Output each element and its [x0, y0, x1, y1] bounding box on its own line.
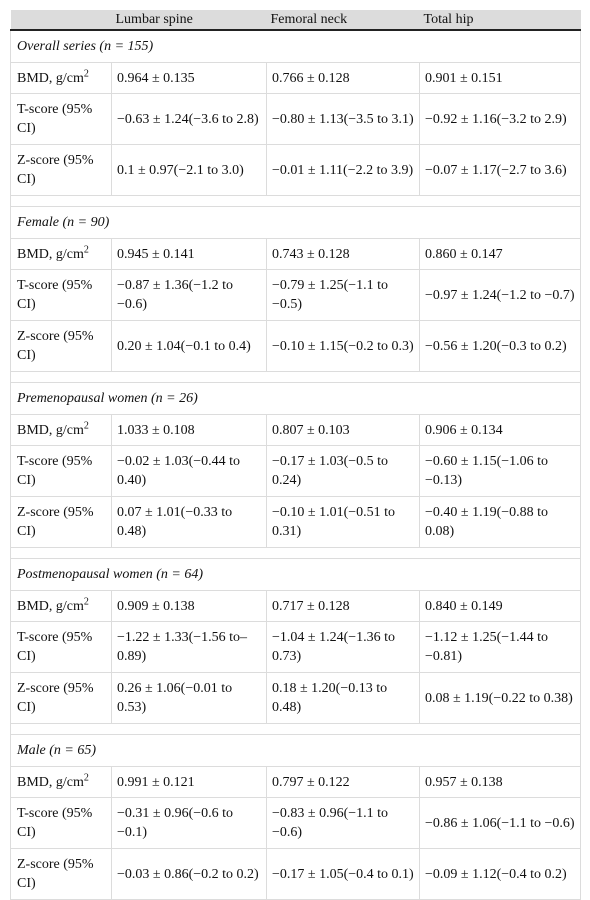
cell-lumbar-spine: −0.02 ± 1.03(−0.44 to 0.40) — [112, 446, 267, 497]
cell-total-hip: −0.92 ± 1.16(−3.2 to 2.9) — [420, 94, 581, 145]
cell-total-hip: −0.60 ± 1.15(−1.06 to −0.13) — [420, 446, 581, 497]
cell-lumbar-spine: 1.033 ± 0.108 — [112, 415, 267, 446]
cell-femoral-neck: 0.743 ± 0.128 — [267, 239, 420, 270]
row-label — [11, 63, 112, 94]
z-score-row — [11, 321, 581, 372]
row-label — [11, 270, 112, 321]
row-label-text: T-score (95% CI) — [17, 102, 93, 136]
row-label — [11, 622, 112, 673]
cell-total-hip: −0.86 ± 1.06(−1.1 to −0.6) — [420, 798, 581, 849]
header-femoral-neck: Femoral neck — [267, 10, 420, 30]
row-label-text: BMD, g/cm — [17, 422, 84, 438]
row-label — [11, 415, 112, 446]
cell-lumbar-spine: −0.31 ± 0.96(−0.6 to −0.1) — [112, 798, 267, 849]
row-label — [11, 94, 112, 145]
cell-total-hip: 0.906 ± 0.134 — [420, 415, 581, 446]
group-title: Postmenopausal women (n = 64) — [11, 559, 581, 591]
row-label-text: Z-score (95% CI) — [17, 153, 94, 187]
t-score-row — [11, 798, 581, 849]
group-spacer — [11, 196, 581, 207]
z-score-row — [11, 849, 581, 900]
row-label — [11, 591, 112, 622]
cell-femoral-neck: 0.766 ± 0.128 — [267, 63, 420, 94]
bmd-row — [11, 239, 581, 270]
cell-femoral-neck: −0.10 ± 1.15(−0.2 to 0.3) — [267, 321, 420, 372]
t-score-row — [11, 622, 581, 673]
cell-femoral-neck: 0.797 ± 0.122 — [267, 767, 420, 798]
cell-lumbar-spine: −1.22 ± 1.33(−1.56 to–0.89) — [112, 622, 267, 673]
cell-lumbar-spine: 0.1 ± 0.97(−2.1 to 3.0) — [112, 145, 267, 196]
group-spacer — [11, 548, 581, 559]
row-label — [11, 767, 112, 798]
cell-total-hip: −0.97 ± 1.24(−1.2 to −0.7) — [420, 270, 581, 321]
group-header-row — [11, 559, 581, 591]
unit-superscript: 2 — [83, 243, 89, 255]
cell-femoral-neck: −0.83 ± 0.96(−1.1 to −0.6) — [267, 798, 420, 849]
z-score-row — [11, 497, 581, 548]
row-label-text: Z-score (95% CI) — [17, 505, 94, 539]
row-label-text: T-score (95% CI) — [17, 278, 93, 312]
cell-total-hip: 0.860 ± 0.147 — [420, 239, 581, 270]
group-title: Premenopausal women (n = 26) — [11, 383, 581, 415]
cell-total-hip: 0.08 ± 1.19(−0.22 to 0.38) — [420, 673, 581, 724]
header-cell-blank — [11, 10, 112, 30]
row-label — [11, 239, 112, 270]
row-label — [11, 145, 112, 196]
t-score-row — [11, 270, 581, 321]
cell-lumbar-spine: −0.63 ± 1.24(−3.6 to 2.8) — [112, 94, 267, 145]
group-header-row — [11, 383, 581, 415]
row-label-text: BMD, g/cm — [17, 774, 84, 790]
spacer-cell — [11, 372, 581, 383]
cell-total-hip: 0.957 ± 0.138 — [420, 767, 581, 798]
cell-femoral-neck: −1.04 ± 1.24(−1.36 to 0.73) — [267, 622, 420, 673]
group-header-row — [11, 735, 581, 767]
row-label-text: Z-score (95% CI) — [17, 681, 94, 715]
spacer-cell — [11, 196, 581, 207]
row-label-text: T-score (95% CI) — [17, 454, 93, 488]
row-label-text: T-score (95% CI) — [17, 806, 93, 840]
group-title: Overall series (n = 155) — [11, 30, 581, 63]
unit-superscript: 2 — [83, 595, 89, 607]
row-label — [11, 849, 112, 900]
group-header-row — [11, 207, 581, 239]
header-lumbar-spine: Lumbar spine — [112, 10, 267, 30]
cell-femoral-neck: 0.717 ± 0.128 — [267, 591, 420, 622]
row-label-text: BMD, g/cm — [17, 70, 84, 86]
cell-total-hip: −0.56 ± 1.20(−0.3 to 0.2) — [420, 321, 581, 372]
row-label — [11, 798, 112, 849]
bmd-row — [11, 63, 581, 94]
cell-lumbar-spine: 0.20 ± 1.04(−0.1 to 0.4) — [112, 321, 267, 372]
z-score-row — [11, 145, 581, 196]
bmd-row — [11, 591, 581, 622]
cell-femoral-neck: −0.17 ± 1.05(−0.4 to 0.1) — [267, 849, 420, 900]
header-total-hip: Total hip — [420, 10, 581, 30]
t-score-row — [11, 446, 581, 497]
cell-total-hip: 0.840 ± 0.149 — [420, 591, 581, 622]
row-label-text: BMD, g/cm — [17, 246, 84, 262]
group-title: Male (n = 65) — [11, 735, 581, 767]
bmd-table — [10, 10, 581, 900]
row-label — [11, 497, 112, 548]
row-label-text: Z-score (95% CI) — [17, 857, 94, 891]
table-body — [11, 30, 581, 900]
row-label-text: BMD, g/cm — [17, 598, 84, 614]
cell-lumbar-spine: 0.991 ± 0.121 — [112, 767, 267, 798]
cell-lumbar-spine: −0.87 ± 1.36(−1.2 to −0.6) — [112, 270, 267, 321]
cell-femoral-neck: −0.01 ± 1.11(−2.2 to 3.9) — [267, 145, 420, 196]
row-label — [11, 446, 112, 497]
unit-superscript: 2 — [83, 771, 89, 783]
row-label — [11, 321, 112, 372]
unit-superscript: 2 — [83, 67, 89, 79]
spacer-cell — [11, 724, 581, 735]
row-label-text: T-score (95% CI) — [17, 630, 93, 664]
cell-total-hip: −0.07 ± 1.17(−2.7 to 3.6) — [420, 145, 581, 196]
cell-lumbar-spine: 0.26 ± 1.06(−0.01 to 0.53) — [112, 673, 267, 724]
cell-femoral-neck: −0.10 ± 1.01(−0.51 to 0.31) — [267, 497, 420, 548]
group-title: Female (n = 90) — [11, 207, 581, 239]
cell-femoral-neck: −0.80 ± 1.13(−3.5 to 3.1) — [267, 94, 420, 145]
z-score-row — [11, 673, 581, 724]
row-label — [11, 673, 112, 724]
cell-femoral-neck: −0.79 ± 1.25(−1.1 to −0.5) — [267, 270, 420, 321]
cell-lumbar-spine: 0.909 ± 0.138 — [112, 591, 267, 622]
bmd-row — [11, 415, 581, 446]
cell-lumbar-spine: −0.03 ± 0.86(−0.2 to 0.2) — [112, 849, 267, 900]
unit-superscript: 2 — [83, 419, 89, 431]
cell-total-hip: −1.12 ± 1.25(−1.44 to −0.81) — [420, 622, 581, 673]
table-header — [11, 10, 581, 30]
group-spacer — [11, 724, 581, 735]
cell-total-hip: 0.901 ± 0.151 — [420, 63, 581, 94]
cell-femoral-neck: 0.807 ± 0.103 — [267, 415, 420, 446]
cell-total-hip: −0.09 ± 1.12(−0.4 to 0.2) — [420, 849, 581, 900]
cell-lumbar-spine: 0.07 ± 1.01(−0.33 to 0.48) — [112, 497, 267, 548]
t-score-row — [11, 94, 581, 145]
bmd-row — [11, 767, 581, 798]
group-header-row — [11, 30, 581, 63]
cell-total-hip: −0.40 ± 1.19(−0.88 to 0.08) — [420, 497, 581, 548]
cell-lumbar-spine: 0.945 ± 0.141 — [112, 239, 267, 270]
spacer-cell — [11, 548, 581, 559]
header-row — [11, 10, 581, 30]
cell-femoral-neck: 0.18 ± 1.20(−0.13 to 0.48) — [267, 673, 420, 724]
row-label-text: Z-score (95% CI) — [17, 329, 94, 363]
cell-femoral-neck: −0.17 ± 1.03(−0.5 to 0.24) — [267, 446, 420, 497]
cell-lumbar-spine: 0.964 ± 0.135 — [112, 63, 267, 94]
group-spacer — [11, 372, 581, 383]
